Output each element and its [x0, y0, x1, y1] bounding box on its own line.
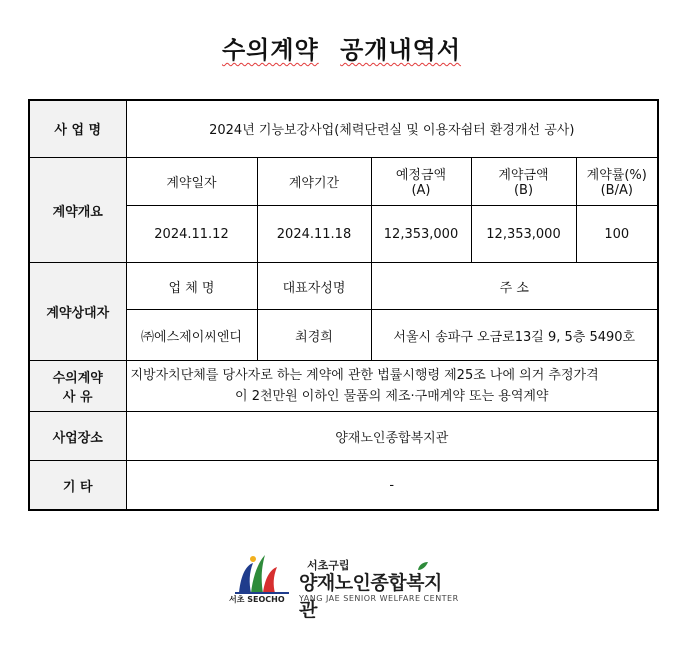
- contract-date-value: 2024.11.12: [126, 206, 257, 263]
- rate-value: 100: [576, 206, 658, 263]
- estimate-header: [371, 157, 471, 205]
- project-name: 2024년 기능보강사업(체력단련실 및 이용자쉼터 환경개선 공사): [126, 100, 658, 157]
- logo-district: 서초구립: [307, 559, 350, 572]
- amount-value: 12,353,000: [471, 206, 576, 263]
- company-value: ㈜에스제이씨엔디: [126, 310, 257, 360]
- contract-overview-label: 계약개요: [29, 157, 126, 263]
- logo-english: YANG JAE SENIOR WELFARE CENTER: [299, 594, 459, 603]
- reason-label-line1: 수의계약: [52, 370, 103, 386]
- etc-value: -: [126, 461, 658, 510]
- contract-table: [28, 99, 659, 511]
- title-left: 수의계약: [221, 36, 319, 64]
- rate-header-line1: 계약률(%): [586, 168, 647, 184]
- title-right: 공개내역서: [340, 36, 462, 64]
- representative-value: 최경희: [257, 310, 371, 360]
- contract-date-header: 계약일자: [126, 157, 257, 205]
- amount-header: [471, 157, 576, 205]
- company-header: 업 체 명: [126, 263, 257, 310]
- leaf-icon: [417, 561, 429, 571]
- reason-value: [126, 360, 658, 411]
- reason-line1: 지방자치단체를 당사자로 하는 계약에 관한 법률시행령 제25조 나에 의거 추정가격: [130, 367, 599, 383]
- estimate-header-line1: 예정금액: [395, 168, 447, 184]
- address-value: 서울시 송파구 오금로13길 9, 5층 5490호: [371, 310, 658, 360]
- reason-line2: 이 2천만원 이하인 물품의 제조·구매계약 또는 용역계약: [235, 388, 549, 404]
- reason-label: [29, 360, 126, 411]
- contract-period-value: 2024.11.18: [257, 206, 371, 263]
- page-title: [0, 30, 683, 65]
- amount-header-line1: 계약금액: [498, 168, 549, 184]
- contract-period-header: 계약기간: [257, 157, 371, 205]
- location-label: 사업장소: [29, 411, 126, 460]
- rate-header: [576, 157, 658, 205]
- etc-label: 기 타: [29, 461, 126, 510]
- amount-header-line2: (B): [513, 183, 534, 199]
- counterparty-label: 계약상대자: [29, 263, 126, 360]
- address-header: 주 소: [371, 263, 658, 310]
- estimate-header-line2: (A): [411, 183, 431, 199]
- reason-label-line2: 사 유: [62, 389, 93, 405]
- seocho-emblem-icon: [231, 551, 293, 595]
- estimate-value: 12,353,000: [371, 206, 471, 263]
- center-logo: [229, 551, 459, 621]
- location-value: 양재노인종합복지관: [126, 411, 658, 460]
- seocho-text: 서초 SEOCHO: [229, 595, 285, 604]
- project-label: 사 업 명: [29, 100, 126, 157]
- logo-name: 양재노인종합복지관: [299, 572, 442, 621]
- representative-header: 대표자성명: [257, 263, 371, 310]
- rate-header-line2: (B/A): [600, 183, 633, 199]
